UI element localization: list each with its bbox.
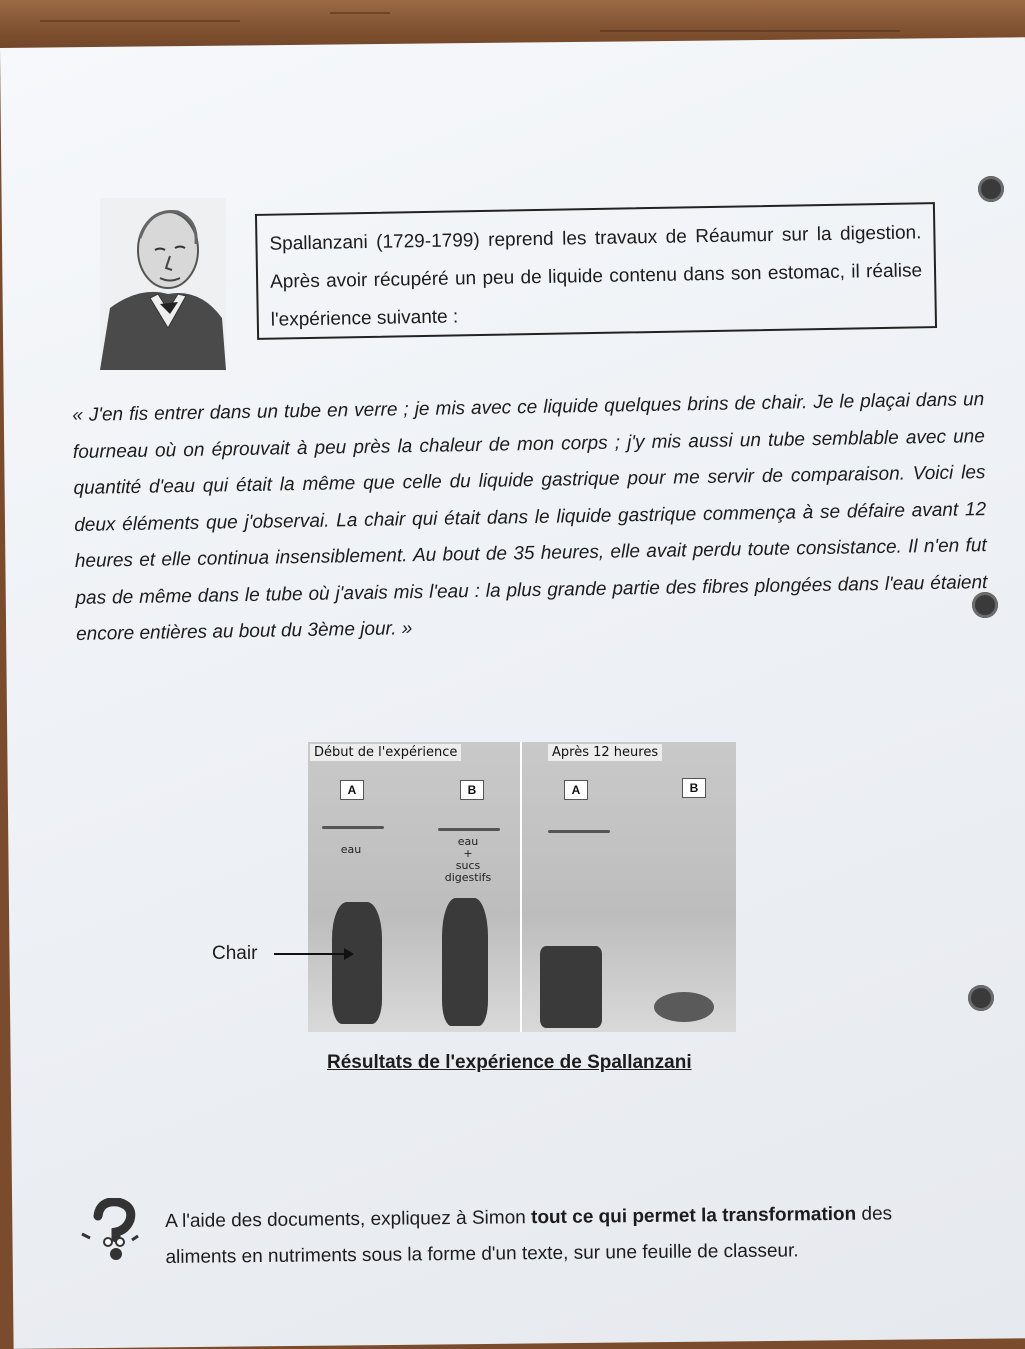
juice-label-line4: digestifs xyxy=(444,871,492,884)
meat-piece-a-after xyxy=(540,946,602,1028)
intro-text: Spallanzani (1729-1799) reprend les travaux de Réaumur sur la digestion. Après avoir récupéré un peu de liquide contenu dans son estomac, il réalise l'expérience suivante : xyxy=(269,222,923,331)
liquid-surface xyxy=(548,830,610,833)
juice-label-line3: sucs xyxy=(455,859,481,872)
wood-grain xyxy=(330,12,390,14)
liquid-surface xyxy=(322,826,384,829)
question-text-start: A l'aide des documents, expliquez à Simon xyxy=(165,1207,532,1232)
question-text-end: des aliments en nutriments sous la forme d'un texte, sur une feuille de classeur. xyxy=(165,1203,893,1268)
water-label: eau xyxy=(340,843,362,856)
liquid-surface xyxy=(438,828,500,831)
binder-hole-icon xyxy=(978,176,1004,202)
wood-grain xyxy=(40,20,240,22)
intro-text-box xyxy=(255,202,937,340)
meat-piece-b-after xyxy=(654,992,714,1022)
juice-label-line2: + xyxy=(463,847,473,860)
question-text-bold: tout ce qui permet la transformation xyxy=(530,1203,857,1229)
figure-caption: Résultats de l'expérience de Spallanzani xyxy=(327,1052,692,1073)
binder-hole-icon xyxy=(968,985,994,1011)
figure-title-start: Début de l'expérience xyxy=(310,744,461,761)
figure-title-after: Après 12 heures xyxy=(548,744,662,761)
meat-piece-b-start xyxy=(442,898,488,1026)
meat-piece-a-start xyxy=(332,902,382,1024)
experiment-figure xyxy=(308,742,736,1032)
wood-grain xyxy=(600,30,900,32)
panel-divider xyxy=(520,742,522,1032)
meat-pointer-arrow xyxy=(274,953,352,955)
tube-tag-a: A xyxy=(340,780,364,800)
question-instruction xyxy=(165,1196,966,1276)
spallanzani-quote xyxy=(72,382,988,653)
question-character-icon xyxy=(80,1198,140,1262)
tube-tag-b: B xyxy=(460,780,484,800)
tube-tag-b-after: B xyxy=(682,778,706,798)
quote-text: « J'en fis entrer dans un tube en verre ; je mis avec ce liquide quelques brins de chair. Je le plaçai dans un fourneau où on éprouvait à peu près la chaleur de mon corps ; j'y mis aussi un tube semblable avec une quantité d'eau qui était la même que celle du liquide gastrique pour me servir de comparaison. Voici les deux éléments que j'observai. La chair qui était dans le liquide gastrique commença à se défaire avant 12 heures et elle continua insensiblement. Au bout de 35 heures, elle avait perdu toute consistance. Il n'en fut pas de même dans le tube où j'avais mis l'eau : la plus grande partie des fibres plongées dans l'eau étaient encore entières au bout du 3ème jour. » xyxy=(72,389,988,645)
juice-label-line1: eau xyxy=(457,835,479,848)
tube-tag-a-after: A xyxy=(564,780,588,800)
meat-label: Chair xyxy=(212,943,258,964)
spallanzani-portrait xyxy=(100,198,226,370)
